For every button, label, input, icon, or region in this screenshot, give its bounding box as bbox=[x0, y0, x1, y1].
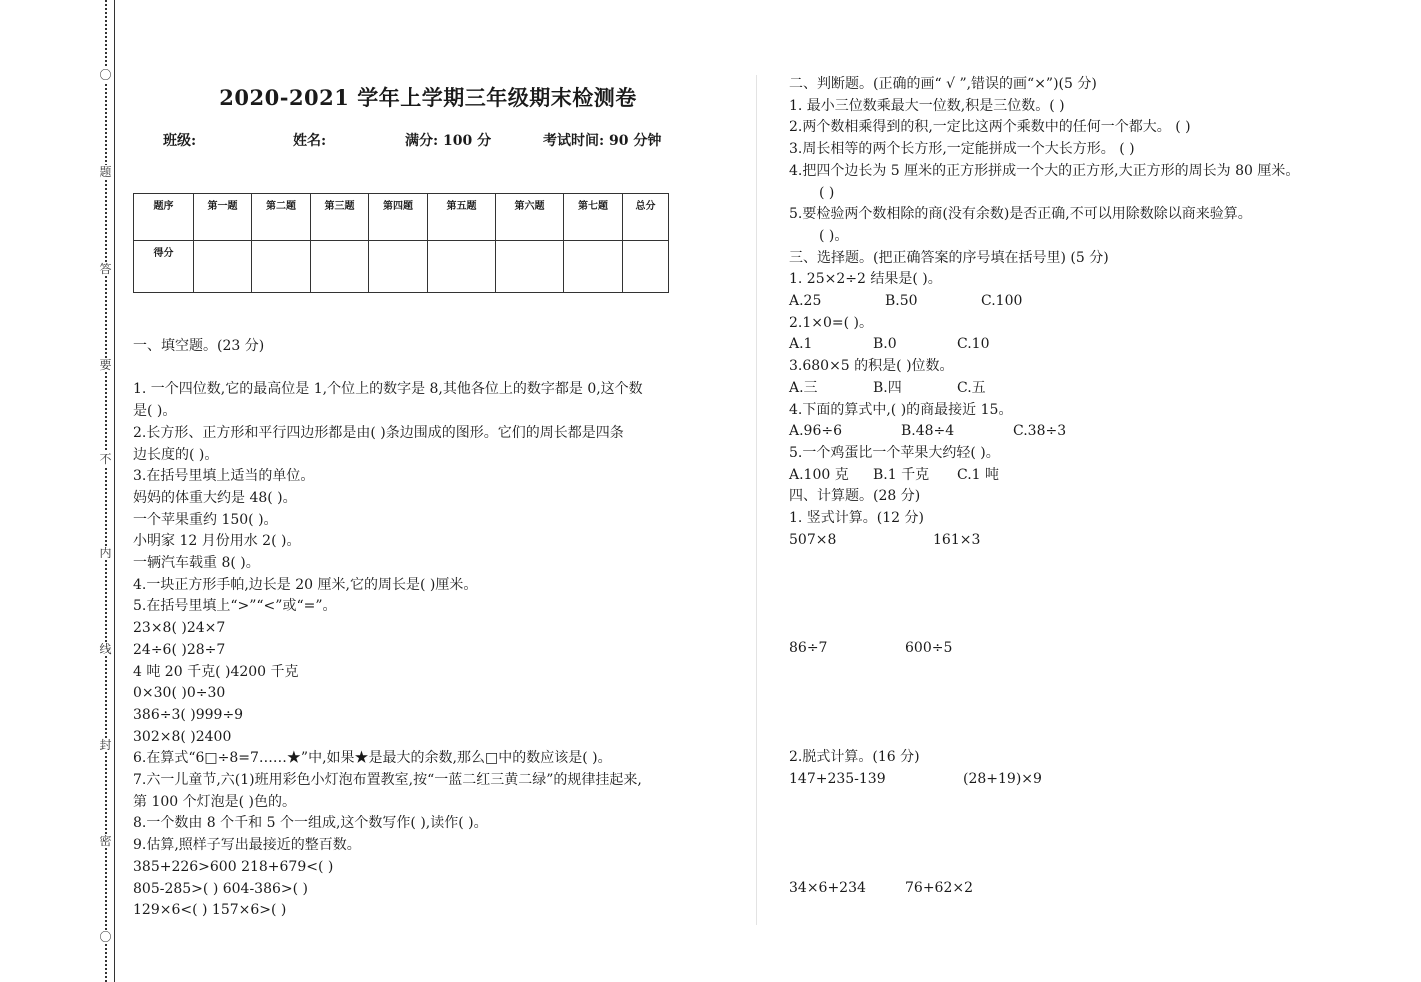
header-cell: 第三题 bbox=[311, 194, 369, 241]
question-line: 是( )。 bbox=[133, 403, 177, 420]
calc-item: 147+235-139 bbox=[789, 770, 886, 787]
choice-option: A.25 bbox=[789, 293, 822, 310]
choice-option: B.48÷4 bbox=[901, 423, 955, 440]
work-space[interactable] bbox=[789, 551, 1399, 638]
header-cell: 第一题 bbox=[194, 194, 252, 241]
calc-row bbox=[789, 878, 1399, 900]
choice-options bbox=[789, 334, 1399, 356]
question-line: 9.估算,照样子写出最接近的整百数。 bbox=[133, 837, 361, 854]
score-cell[interactable] bbox=[194, 241, 252, 293]
judge-question: 1. 最小三位数乘最大一位数,积是三位数。( ) bbox=[789, 97, 1065, 114]
question-line: 302×8( )2400 bbox=[133, 728, 232, 745]
section-title: 二、判断题。(正确的画“ √ ”,错误的画“×”)(5 分) bbox=[789, 76, 1097, 92]
choice-options bbox=[789, 465, 1399, 487]
calc-row bbox=[789, 638, 1399, 660]
question-line: 4 吨 20 千克( )4200 千克 bbox=[133, 663, 299, 680]
score-row-label: 得分 bbox=[134, 241, 194, 293]
spacer bbox=[133, 358, 733, 380]
score-cell[interactable] bbox=[496, 241, 564, 293]
subsection-title: 2.脱式计算。(16 分) bbox=[789, 749, 920, 766]
choice-option: A.1 bbox=[789, 336, 813, 353]
exam-time-label: 考试时间: 90 分钟 bbox=[543, 133, 662, 149]
class-label: 班级: bbox=[163, 133, 197, 149]
judge-question: 5.要检验两个数相除的商(没有余数)是否正确,不可以用除数除以商来验算。 bbox=[789, 206, 1252, 223]
section-title: 三、选择题。(把正确答案的序号填在括号里) (5 分) bbox=[789, 249, 1109, 266]
choice-option: B.1 千克 bbox=[873, 466, 930, 483]
question-line: 一辆汽车载重 8( )。 bbox=[133, 555, 260, 572]
choice-question: 2.1×0=( )。 bbox=[789, 314, 874, 331]
section-title: 四、计算题。(28 分) bbox=[789, 488, 921, 505]
binding-char: 要 bbox=[99, 358, 112, 372]
work-space[interactable] bbox=[789, 791, 1399, 878]
judge-question: 2.两个数相乘得到的积,一定比这两个乘数中的任何一个都大。 ( ) bbox=[789, 119, 1191, 136]
question-line: 妈妈的体重大约是 48( )。 bbox=[133, 489, 297, 506]
binding-char: 密 bbox=[99, 834, 112, 848]
binding-char: 线 bbox=[99, 642, 112, 656]
question-line: 129×6<( ) 157×6>( ) bbox=[133, 902, 287, 919]
binding-char: 不 bbox=[99, 452, 112, 466]
right-column bbox=[789, 74, 1399, 899]
question-line: 2.长方形、正方形和平行四边形都是由( )条边围成的图形。它们的周长都是四条 bbox=[133, 424, 624, 441]
name-label: 姓名: bbox=[293, 133, 327, 149]
header-cell: 第五题 bbox=[428, 194, 496, 241]
score-cell[interactable] bbox=[623, 241, 669, 293]
choice-question: 1. 25×2÷2 结果是( )。 bbox=[789, 271, 942, 288]
choice-question: 3.680×5 的积是( )位数。 bbox=[789, 358, 954, 375]
choice-options bbox=[789, 421, 1399, 443]
header-cell: 第二题 bbox=[252, 194, 311, 241]
full-score-label: 满分: 100 分 bbox=[405, 133, 492, 149]
score-table bbox=[133, 193, 669, 293]
question-line: 3.在括号里填上适当的单位。 bbox=[133, 468, 315, 485]
choice-option: B.50 bbox=[885, 293, 918, 310]
judge-question: 3.周长相等的两个长方形,一定能拼成一个大长方形。 ( ) bbox=[789, 141, 1135, 158]
question-line: 385+226>600 218+679<( ) bbox=[133, 858, 334, 875]
question-line: 0×30( )0÷30 bbox=[133, 685, 226, 702]
work-space[interactable] bbox=[789, 660, 1399, 747]
judge-answer-bracket: ( )。 bbox=[819, 227, 849, 244]
question-line: 一个苹果重约 150( )。 bbox=[133, 511, 278, 528]
score-table-score-row bbox=[134, 241, 669, 293]
calc-item: 507×8 bbox=[789, 531, 837, 548]
choice-option: C.38÷3 bbox=[1013, 423, 1067, 440]
header-cell: 第四题 bbox=[369, 194, 428, 241]
choice-option: A.100 克 bbox=[789, 466, 849, 483]
binding-circle: 〇 bbox=[99, 930, 112, 944]
score-cell[interactable] bbox=[252, 241, 311, 293]
choice-question: 4.下面的算式中,( )的商最接近 15。 bbox=[789, 401, 1013, 418]
question-line: 24÷6( )28÷7 bbox=[133, 641, 226, 658]
binding-circle: 〇 bbox=[99, 68, 112, 82]
section-title: 一、填空题。(23 分) bbox=[133, 338, 265, 354]
subsection-title: 1. 竖式计算。(12 分) bbox=[789, 510, 924, 527]
calc-item: 76+62×2 bbox=[905, 879, 973, 896]
header-cell: 第七题 bbox=[564, 194, 623, 241]
score-cell[interactable] bbox=[311, 241, 369, 293]
calc-item: 600÷5 bbox=[905, 640, 953, 657]
score-cell[interactable] bbox=[369, 241, 428, 293]
binding-char: 内 bbox=[99, 546, 112, 560]
choice-option: C.10 bbox=[957, 336, 990, 353]
question-line: 386÷3( )999÷9 bbox=[133, 706, 244, 723]
calc-item: 161×3 bbox=[933, 531, 981, 548]
calc-row bbox=[789, 530, 1399, 552]
question-line: 边长度的( )。 bbox=[133, 446, 219, 463]
score-cell[interactable] bbox=[428, 241, 496, 293]
choice-options bbox=[789, 291, 1399, 313]
header-cell: 题序 bbox=[134, 194, 194, 241]
question-line: 7.六一儿童节,六(1)班用彩色小灯泡布置教室,按“一蓝二红三黄二绿”的规律挂起来, bbox=[133, 772, 642, 789]
calc-item: 34×6+234 bbox=[789, 879, 866, 896]
question-line: 8.一个数由 8 个千和 5 个一组成,这个数写作( ),读作( )。 bbox=[133, 815, 488, 832]
choice-option: A.96÷6 bbox=[789, 423, 843, 440]
binding-solid-line bbox=[114, 0, 115, 982]
question-line: 第 100 个灯泡是( )色的。 bbox=[133, 793, 296, 810]
question-line: 6.在算式“6□÷8=7……★”中,如果★是最大的余数,那么□中的数应该是( )。 bbox=[133, 750, 612, 767]
question-line: 805-285>( ) 604-386>( ) bbox=[133, 880, 309, 897]
question-line: 23×8( )24×7 bbox=[133, 620, 226, 637]
header-cell: 总分 bbox=[623, 194, 669, 241]
choice-option: C.1 吨 bbox=[957, 466, 1000, 483]
binding-char: 答 bbox=[99, 262, 112, 276]
question-line: 4.一块正方形手帕,边长是 20 厘米,它的周长是( )厘米。 bbox=[133, 576, 478, 593]
question-line: 1. 一个四位数,它的最高位是 1,个位上的数字是 8,其他各位上的数字都是 0,这个数 bbox=[133, 381, 643, 398]
choice-question: 5.一个鸡蛋比一个苹果大约轻( )。 bbox=[789, 444, 1000, 461]
choice-option: B.0 bbox=[873, 336, 897, 353]
choice-option: B.四 bbox=[873, 379, 902, 396]
choice-option: C.五 bbox=[957, 379, 986, 396]
score-table-header-row bbox=[134, 194, 669, 241]
header-cell: 第六题 bbox=[496, 194, 564, 241]
column-divider bbox=[756, 75, 757, 925]
choice-option: C.100 bbox=[981, 293, 1023, 310]
choice-options bbox=[789, 378, 1399, 400]
judge-answer-bracket: ( ) bbox=[819, 184, 835, 201]
exam-title: 2020-2021 学年上学期三年级期末检测卷 bbox=[219, 85, 637, 110]
binding-char: 题 bbox=[99, 165, 112, 179]
question-line: 小明家 12 月份用水 2( )。 bbox=[133, 533, 301, 550]
question-line: 5.在括号里填上“>”“<”或“=”。 bbox=[133, 598, 337, 615]
choice-option: A.三 bbox=[789, 379, 818, 396]
binding-margin bbox=[96, 0, 120, 982]
calc-item: 86÷7 bbox=[789, 640, 828, 657]
judge-question: 4.把四个边长为 5 厘米的正方形拼成一个大的正方形,大正方形的周长为 80 厘米。 bbox=[789, 162, 1300, 179]
score-cell[interactable] bbox=[564, 241, 623, 293]
section-fill-in bbox=[133, 336, 733, 922]
calc-row bbox=[789, 769, 1399, 791]
calc-item: (28+19)×9 bbox=[963, 770, 1042, 787]
binding-char: 封 bbox=[99, 738, 112, 752]
